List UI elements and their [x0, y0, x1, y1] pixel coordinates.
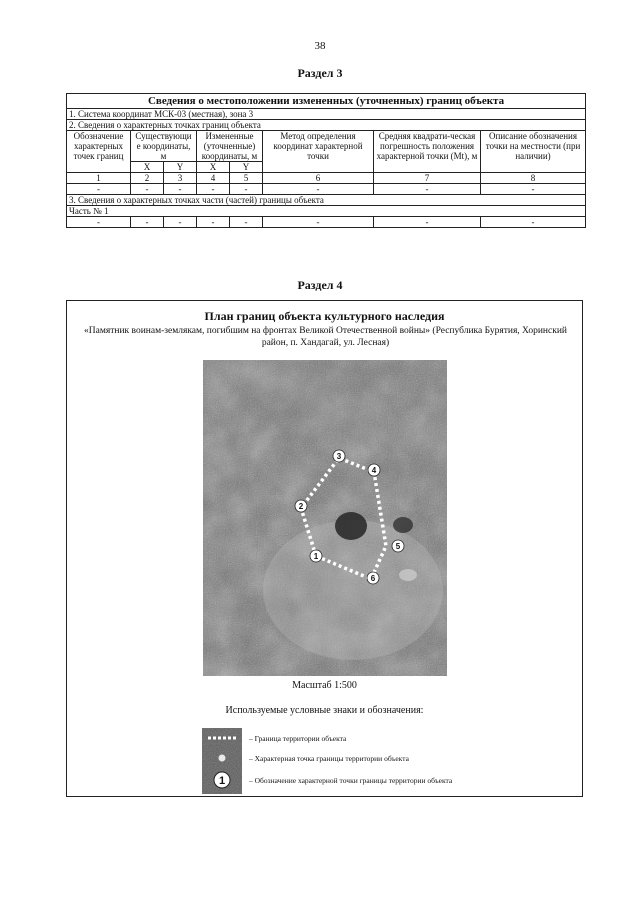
boundary-plan-frame — [66, 300, 583, 797]
header-x: X — [197, 162, 230, 173]
legend-heading: Используемые условные знаки и обозначения: — [225, 705, 424, 716]
column-number: 2 — [131, 173, 164, 184]
header-point-designation: Обозначение характерных точек границ — [67, 131, 131, 173]
characteristic-point-symbol — [219, 755, 226, 762]
header-error: Средняя квадрати-ческая погрешность положения характерной точки (Mt), м — [374, 131, 481, 173]
empty-cell: - — [131, 217, 164, 228]
plan-subtitle: «Памятник воинам-землякам, погибшим на фронтах Великой Отечественной войны» (Республика Бурятия, Хоринский район, п. Хандагай, ул. Лесная) — [84, 326, 567, 348]
legend-item-boundary: – Граница территории объекта — [249, 734, 347, 743]
section-3-title: Раздел 3 — [297, 66, 343, 80]
map-scale: Масштаб 1:500 — [292, 680, 357, 691]
column-number: 1 — [67, 173, 131, 184]
column-numbers-row — [67, 173, 586, 184]
column-number: 8 — [481, 173, 586, 184]
table-title: Сведения о местоположении измененных (уточненных) границ объекта — [67, 94, 586, 109]
scan-artifact — [0, 800, 640, 814]
page-number: 38 — [314, 40, 326, 52]
header-method: Метод определения координат характерной точки — [263, 131, 374, 173]
dark-vegetation — [393, 517, 413, 533]
legend-sample-label: 1 — [218, 775, 226, 787]
dark-vegetation — [335, 512, 367, 540]
light-patch — [399, 569, 417, 581]
header-x: X — [131, 162, 164, 173]
column-number: 7 — [374, 173, 481, 184]
point-label: 2 — [298, 502, 304, 511]
empty-cell: - — [230, 217, 263, 228]
empty-cell: - — [197, 184, 230, 195]
point-label: 3 — [336, 452, 342, 461]
header-changed-coords: Измененные (уточненные) координаты, м — [197, 131, 263, 162]
empty-cell: - — [164, 184, 197, 195]
point-label: 6 — [370, 574, 376, 583]
lighter-ground — [263, 520, 443, 660]
empty-cell: - — [197, 217, 230, 228]
empty-cell: - — [263, 184, 374, 195]
column-number: 5 — [230, 173, 263, 184]
empty-cell: - — [67, 217, 131, 228]
table-row — [67, 217, 586, 228]
header-y: Y — [164, 162, 197, 173]
empty-cell: - — [263, 217, 374, 228]
plan-title: План границ объекта культурного наследия — [204, 309, 445, 323]
empty-cell: - — [164, 217, 197, 228]
section-4-title: Раздел 4 — [297, 278, 343, 292]
points-info-row: 2. Сведения о характерных точках границ объекта — [67, 120, 586, 131]
empty-cell: - — [374, 217, 481, 228]
header-existing-coords: Существующи е координаты, м — [131, 131, 197, 162]
parts-info-row: 3. Сведения о характерных точках части (частей) границы объекта — [67, 195, 586, 206]
empty-cell: - — [374, 184, 481, 195]
point-label: 5 — [395, 542, 401, 551]
header-description: Описание обозначения точки на местности (при наличии) — [481, 131, 586, 173]
empty-cell: - — [67, 184, 131, 195]
part-label-row: Часть № 1 — [67, 206, 586, 217]
legend-symbols — [202, 728, 242, 794]
table-row — [67, 184, 586, 195]
column-number: 4 — [197, 173, 230, 184]
point-label: 1 — [313, 552, 319, 561]
coord-system-row: 1. Система координат МСК-03 (местная), зона 3 — [67, 109, 586, 120]
scan-noise — [0, 800, 640, 814]
point-label: 4 — [371, 466, 377, 475]
header-y: Y — [230, 162, 263, 173]
empty-cell: - — [230, 184, 263, 195]
aerial-photo-map — [203, 360, 447, 676]
column-number: 3 — [164, 173, 197, 184]
legend-item-point: – Характерная точка границы территории объекта — [249, 754, 409, 763]
boundary-info-table — [66, 93, 586, 228]
empty-cell: - — [481, 184, 586, 195]
empty-cell: - — [481, 217, 586, 228]
empty-cell: - — [131, 184, 164, 195]
legend-item-point-label: – Обозначение характерной точки границы территории объекта — [249, 776, 453, 785]
column-number: 6 — [263, 173, 374, 184]
